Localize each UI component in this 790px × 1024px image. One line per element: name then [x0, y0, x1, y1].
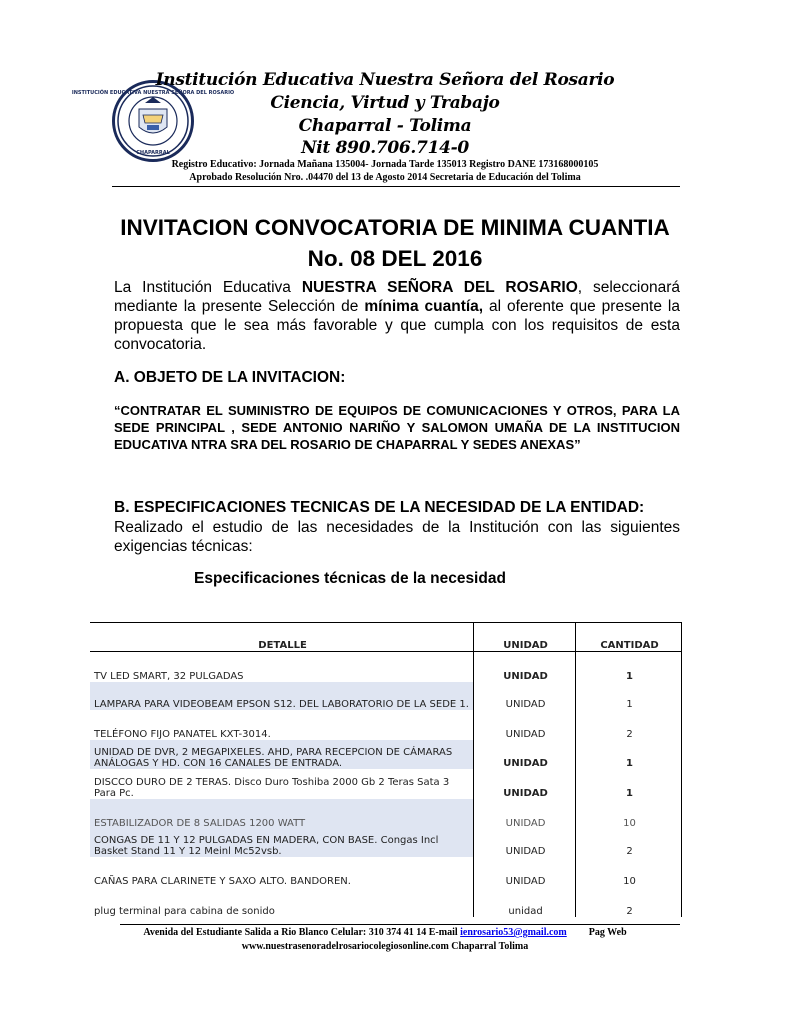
cell-unidad: UNIDAD	[474, 682, 576, 710]
cell-detalle: CONGAS DE 11 Y 12 PULGADAS EN MADERA, CON BASE. Congas Incl Basket Stand 11 Y 12 Meinl Mc52vsb.	[90, 829, 474, 857]
table-title: Especificaciones técnicas de la necesidad	[194, 570, 506, 587]
cell-detalle: LAMPARA PARA VIDEOBEAM EPSON S12. DEL LABORATORIO DE LA SEDE 1.	[90, 682, 474, 710]
header-divider	[112, 186, 680, 187]
footer-website: www.nuestrasenoradelrosariocolegiosonline.com Chaparral Tolima	[241, 941, 529, 952]
institution-name: Institución Educativa Nuestra Señora del Rosario	[155, 70, 615, 90]
footer-pag-web: Pag Web	[588, 927, 627, 938]
cell-detalle: plug terminal para cabina de sonido	[90, 887, 474, 917]
page-title: INVITACION CONVOCATORIA DE MINIMA CUANTIA	[120, 215, 670, 240]
aprobado-line: Aprobado Resolución Nro. .04470 del 13 de Agosto 2014 Secretaria de Educación del Tolima	[189, 172, 581, 183]
cell-unidad: UNIDAD	[474, 857, 576, 887]
cell-unidad: unidad	[474, 887, 576, 917]
cell-cantidad: 2	[576, 887, 682, 917]
cell-cantidad: 10	[576, 799, 682, 829]
cell-unidad: UNIDAD	[474, 799, 576, 829]
table-row	[90, 887, 682, 917]
section-a-heading: A. OBJETO DE LA INVITACION:	[114, 369, 346, 386]
cell-detalle: TV LED SMART, 32 PULGADAS	[90, 652, 474, 682]
section-b-heading: B. ESPECIFICACIONES TECNICAS DE LA NECESIDAD DE LA ENTIDAD:	[114, 499, 645, 516]
table-row	[90, 740, 682, 769]
cell-unidad: UNIDAD	[474, 829, 576, 857]
nit: Nit 890.706.714-0	[301, 138, 469, 158]
page-subtitle: No. 08 DEL 2016	[307, 246, 483, 271]
cell-detalle: ESTABILIZADOR DE 8 SALIDAS 1200 WATT	[90, 799, 474, 829]
header-detalle: DETALLE	[90, 623, 474, 652]
table-row	[90, 652, 682, 682]
header-cantidad: CANTIDAD	[576, 623, 682, 652]
section-b-text: Realizado el estudio de las necesidades de la Institución con las siguientes exigencias técnicas:	[114, 519, 680, 555]
location: Chaparral - Tolima	[298, 116, 472, 136]
cell-detalle: UNIDAD DE DVR, 2 MEGAPIXELES. AHD, PARA RECEPCION DE CÁMARAS ANÁLOGAS Y HD. CON 16 CANALES DE ENTRADA.	[90, 740, 474, 769]
svg-text:CHAPARRAL: CHAPARRAL	[136, 150, 170, 156]
cell-unidad: UNIDAD	[474, 652, 576, 682]
table-row	[90, 829, 682, 857]
cell-detalle: TELÉFONO FIJO PANATEL KXT-3014.	[90, 710, 474, 740]
table-row	[90, 857, 682, 887]
footer-address: Avenida del Estudiante Salida a Rio Blanco Celular: 310 374 41 14 E-mail ienrosario53@gmail.com Pag Web	[143, 927, 627, 938]
motto: Ciencia, Virtud y Trabajo	[270, 93, 500, 113]
cell-cantidad: 2	[576, 829, 682, 857]
header-unidad: UNIDAD	[474, 623, 576, 652]
cell-cantidad: 1	[576, 682, 682, 710]
cell-detalle: CAÑAS PARA CLARINETE Y SAXO ALTO. BANDOREN.	[90, 857, 474, 887]
table-row	[90, 682, 682, 710]
cell-unidad: UNIDAD	[474, 710, 576, 740]
specifications-table	[90, 622, 682, 917]
cell-detalle: DISCCO DURO DE 2 TERAS. Disco Duro Toshiba 2000 Gb 2 Teras Sata 3 Para Pc.	[90, 769, 474, 799]
table-row	[90, 769, 682, 799]
cell-cantidad: 1	[576, 740, 682, 769]
cell-unidad: UNIDAD	[474, 740, 576, 769]
section-a-object: “CONTRATAR EL SUMINISTRO DE EQUIPOS DE COMUNICACIONES Y OTROS, PARA LA SEDE PRINCIPAL , SEDE ANTONIO NARIÑO Y SALOMON UMAÑA DE LA INSTITUCION EDUCATIVA NTRA SRA DEL ROSARIO DE CHAPARRAL Y SEDES ANEXAS”	[114, 403, 680, 452]
table-header-row	[90, 623, 682, 652]
cell-cantidad: 2	[576, 710, 682, 740]
cell-cantidad: 10	[576, 857, 682, 887]
table-row	[90, 799, 682, 829]
svg-text:INSTITUCIÓN EDUCATIVA NUESTRA: INSTITUCIÓN EDUCATIVA NUESTRA SEÑORA DEL ROSARIO	[71, 90, 235, 96]
cell-unidad: UNIDAD	[474, 769, 576, 799]
registro-line: Registro Educativo: Jornada Mañana 135004- Jornada Tarde 135013 Registro DANE 173168000105	[171, 159, 599, 170]
footer-divider	[120, 924, 680, 925]
cell-cantidad: 1	[576, 652, 682, 682]
footer-email-link[interactable]: ienrosario53@gmail.com	[460, 927, 567, 938]
table-row	[90, 710, 682, 740]
intro-paragraph: La Institución Educativa NUESTRA SEÑORA DEL ROSARIO, seleccionará mediante la presente Selección de mínima cuantía, al oferente que presente la propuesta que le sea más favorable y que cumpla con los requisitos de esta convocatoria.	[114, 279, 680, 353]
cell-cantidad: 1	[576, 769, 682, 799]
